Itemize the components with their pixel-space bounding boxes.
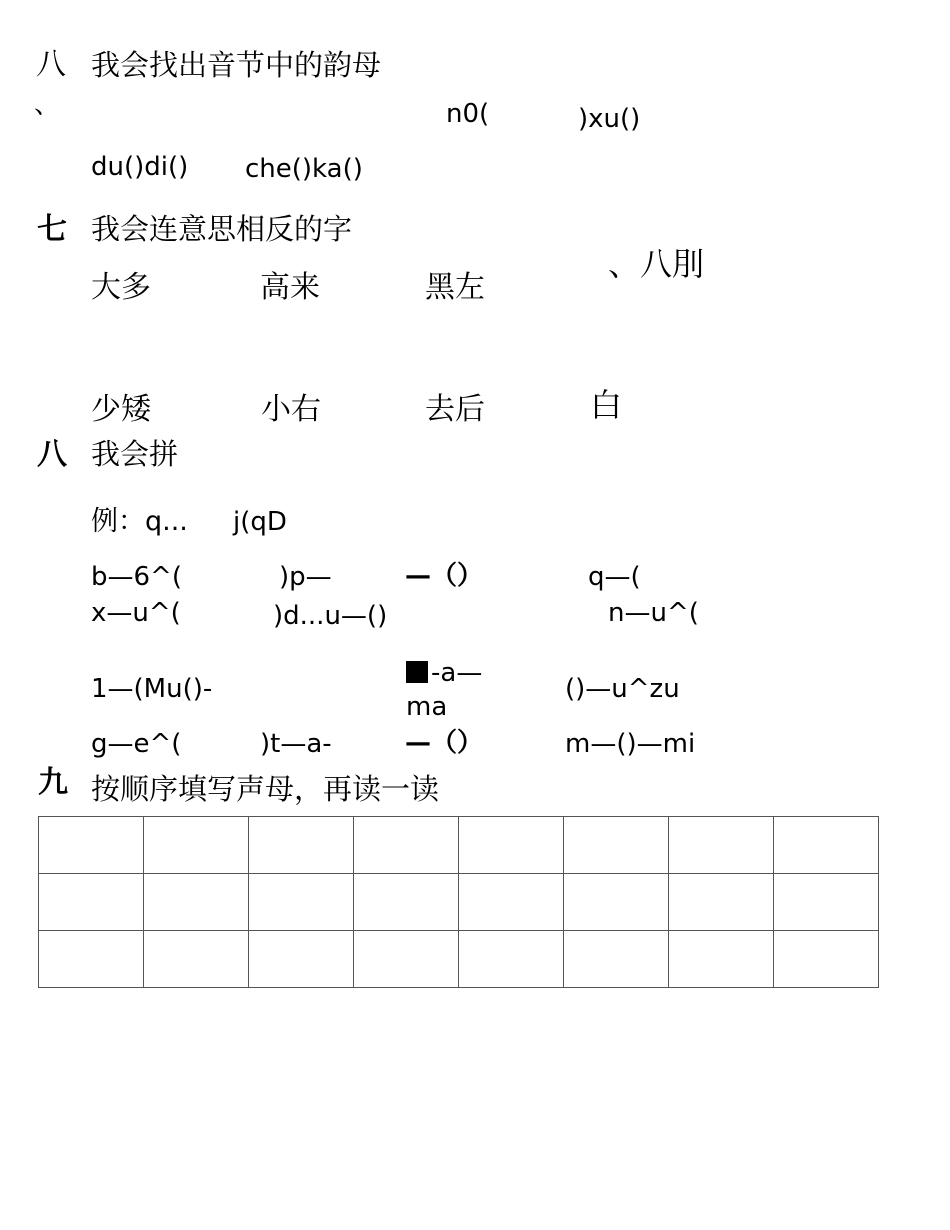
section-a-heading: 我会找出音节中的韵母 (91, 48, 382, 82)
grid-cell[interactable] (144, 817, 249, 874)
grid-cell[interactable] (774, 874, 879, 931)
spell-row3-c (406, 660, 482, 686)
spell-row3-c-cut (406, 692, 448, 722)
section-d-heading: 按顺序填写声母，再读一读 (91, 772, 440, 806)
grid-cell[interactable] (354, 874, 459, 931)
grid-row (39, 817, 879, 874)
grid-cell[interactable] (354, 817, 459, 874)
spell-example: 例：q... (91, 506, 188, 537)
section-a-item-2a: du()di() (91, 152, 189, 182)
spell-row4-b: )t—a- (260, 729, 332, 759)
section-a-item-1a: n0( (446, 99, 490, 129)
grid-cell[interactable] (459, 874, 564, 931)
grid-cell[interactable] (39, 874, 144, 931)
spell-row4-a: g—e^( (91, 729, 182, 759)
grid-cell[interactable] (459, 817, 564, 874)
grid-cell[interactable] (144, 874, 249, 931)
antonym-side-bottom: 白 (590, 386, 623, 424)
spell-row2-b: )d...u—() (273, 601, 388, 631)
spell-row4-d: m—()—mi (565, 729, 696, 759)
antonym-top-2: 高来 (260, 270, 320, 305)
grid-cell[interactable] (669, 931, 774, 988)
grid-cell[interactable] (144, 931, 249, 988)
grid-cell[interactable] (39, 931, 144, 988)
grid-cell[interactable] (564, 874, 669, 931)
antonym-bottom-3: 去后 (425, 392, 485, 427)
spell-row3-c-cut-text: ma (406, 692, 448, 722)
spell-row1-c: —（） (405, 561, 484, 591)
section-b-heading: 我会连意思相反的字 (91, 212, 353, 246)
antonym-top-3: 黑左 (425, 270, 485, 305)
spell-row1-a: b—6^( (91, 562, 182, 592)
grid-cell[interactable] (669, 817, 774, 874)
grid-cell[interactable] (459, 931, 564, 988)
grid-cell[interactable] (774, 931, 879, 988)
black-square-icon (406, 661, 428, 683)
antonym-bottom-2: 小右 (261, 392, 321, 427)
initials-grid-body (39, 817, 879, 988)
spell-row4-c: —（） (405, 728, 484, 758)
grid-cell[interactable] (669, 874, 774, 931)
spell-row2-d: n—u^( (608, 598, 699, 628)
grid-cell[interactable] (564, 931, 669, 988)
section-a-item-1b: )xu() (578, 104, 641, 134)
antonym-top-1: 大多 (91, 270, 151, 305)
section-b-number: 七 (37, 212, 67, 247)
grid-row (39, 874, 879, 931)
section-a-number: 八 (36, 47, 66, 82)
section-a-comma: 、 (34, 90, 61, 120)
grid-cell[interactable] (354, 931, 459, 988)
grid-cell[interactable] (564, 817, 669, 874)
grid-cell[interactable] (774, 817, 879, 874)
antonym-side-top: 、八刖 (608, 245, 705, 283)
section-c-heading: 我会拼 (91, 437, 179, 471)
spell-row1-d: q—( (588, 562, 641, 592)
spell-row2-a: x—u^( (91, 598, 181, 628)
section-c-number: 八 (37, 437, 67, 472)
spell-row1-b: )p— (279, 562, 332, 592)
section-a-item-2b: che()ka() (245, 154, 363, 184)
grid-row (39, 931, 879, 988)
antonym-bottom-1: 少矮 (91, 392, 151, 427)
grid-cell[interactable] (249, 931, 354, 988)
grid-cell[interactable] (249, 817, 354, 874)
spell-example-answer: j(qD (233, 507, 287, 537)
spell-row3-c-text: -a— (431, 658, 483, 688)
initials-grid (38, 816, 879, 988)
section-d-number: 九 (38, 765, 68, 800)
grid-cell[interactable] (249, 874, 354, 931)
grid-cell[interactable] (39, 817, 144, 874)
spell-row3-a: 1—(Mu()- (91, 674, 213, 704)
spell-row3-d: ()—u^zu (565, 674, 680, 704)
